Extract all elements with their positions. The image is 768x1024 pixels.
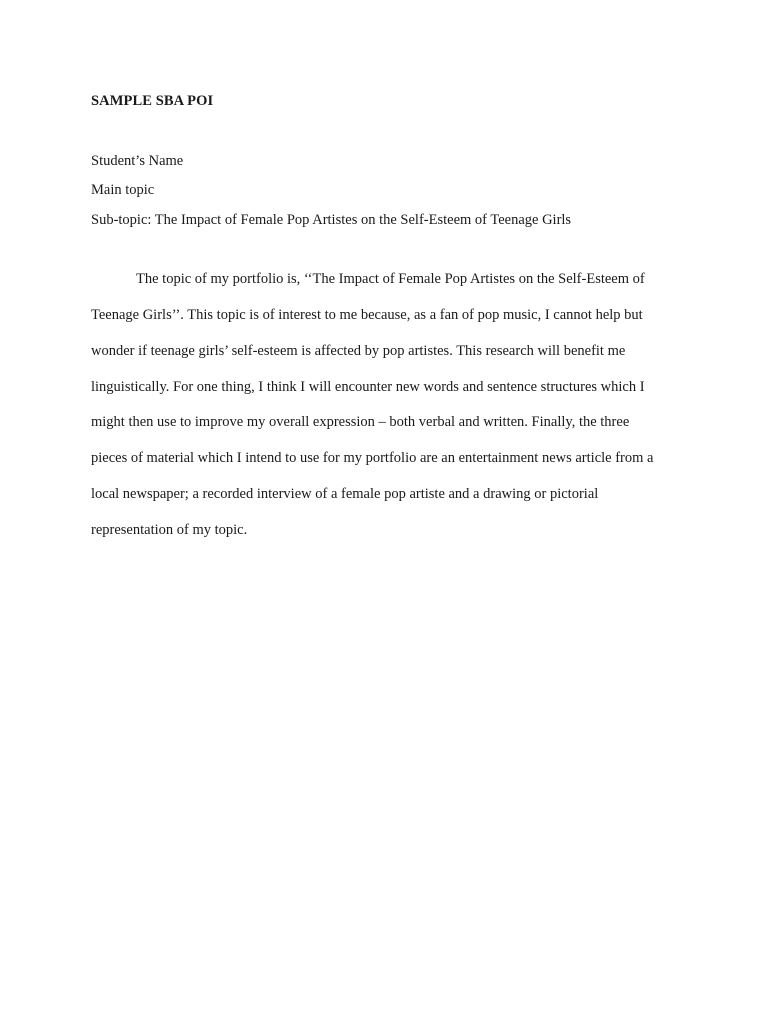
paragraph-line: might then use to improve my overall expression – both verbal and written. Finally, the three — [91, 414, 630, 430]
paragraph-line: The topic of my portfolio is, ‘‘The Impact of Female Pop Artistes on the Self-Esteem of — [136, 271, 645, 287]
paragraph-line: Teenage Girls’’. This topic is of interest to me because, as a fan of pop music, I cannot help but — [91, 307, 643, 323]
document-title: SAMPLE SBA POI — [91, 93, 214, 109]
sub-topic-line: Sub-topic: The Impact of Female Pop Artistes on the Self-Esteem of Teenage Girls — [91, 212, 572, 228]
paragraph-line: linguistically. For one thing, I think I will encounter new words and sentence structures which I — [91, 379, 645, 395]
paragraph-line: pieces of material which I intend to use for my portfolio are an entertainment news article from a — [91, 450, 654, 466]
student-name-line: Student’s Name — [91, 153, 184, 169]
paragraph-line: wonder if teenage girls’ self-esteem is affected by pop artistes. This research will benefit me — [91, 343, 626, 359]
main-topic-line: Main topic — [91, 182, 155, 198]
paragraph-line: representation of my topic. — [91, 522, 248, 538]
paragraph-line: local newspaper; a recorded interview of a female pop artiste and a drawing or pictorial — [91, 486, 599, 502]
